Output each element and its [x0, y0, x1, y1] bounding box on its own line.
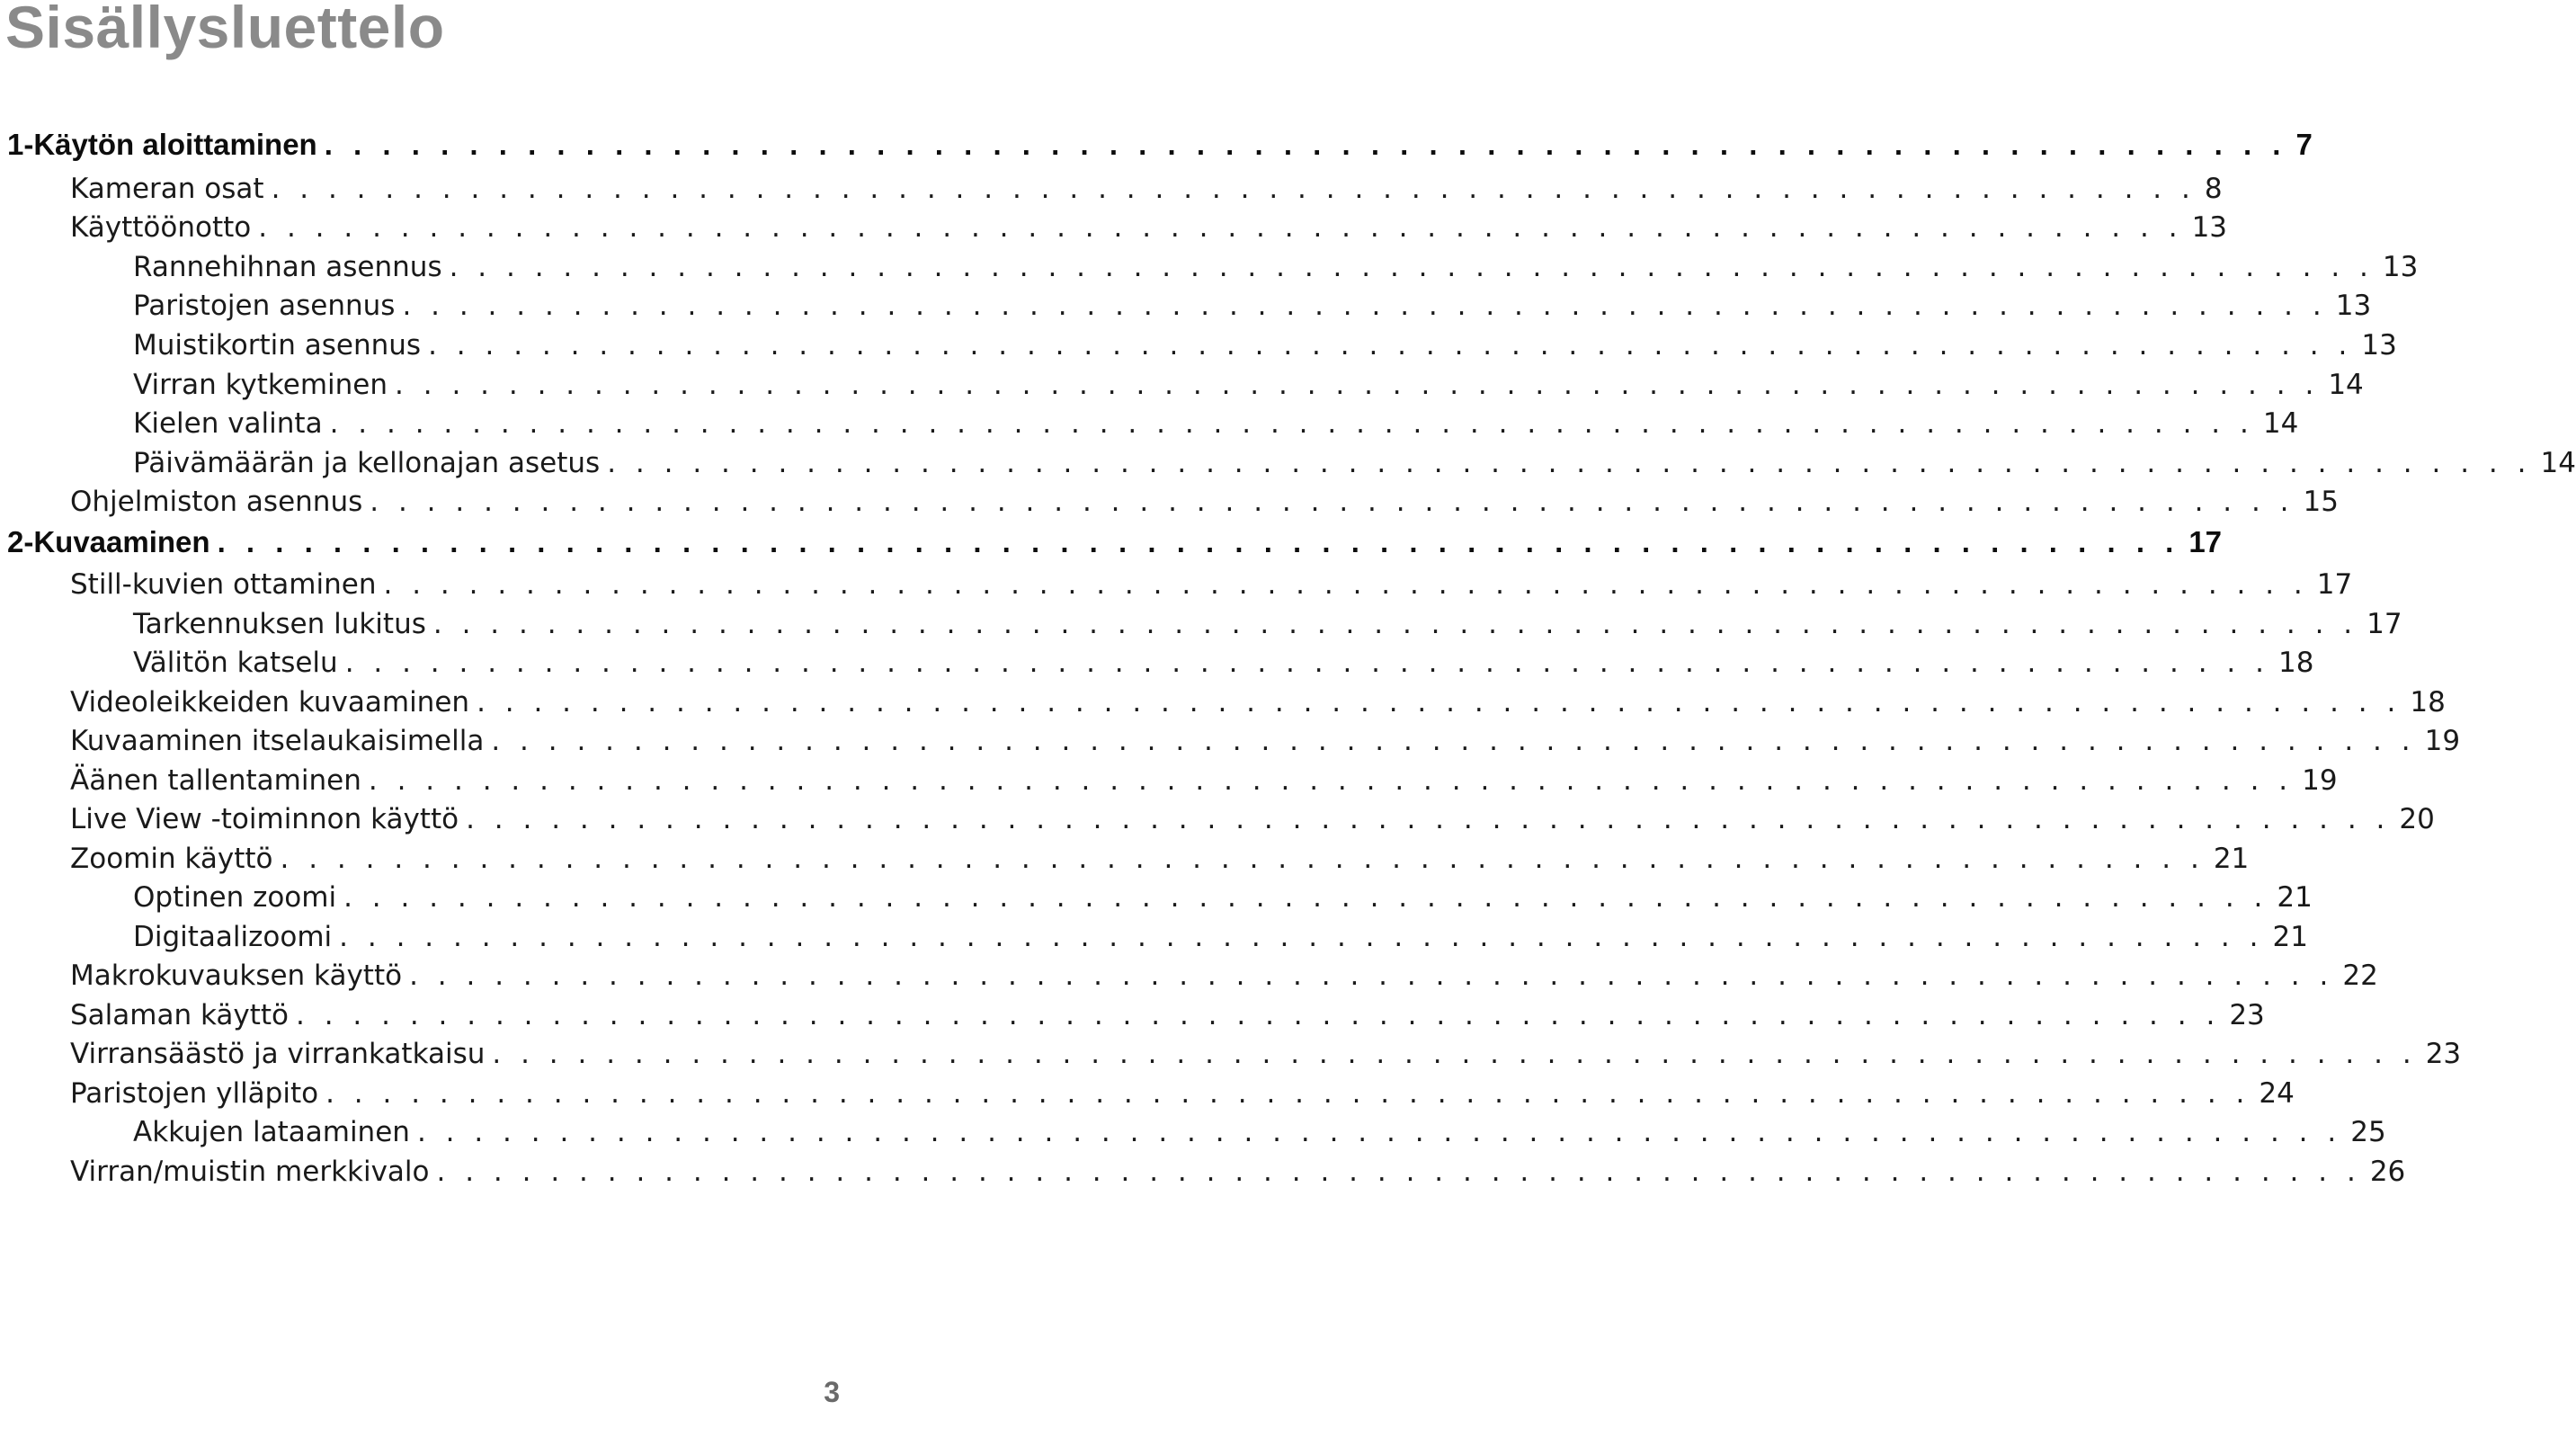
dot-leader: . . . . . . . . . . . . . . . . . . . . . . . . . . . . . . . . . . . . . . . . . . . . . . . . . . . . . . . . . . . . . . . . . . . . [432, 608, 2358, 640]
toc-page-number: 21 [2268, 881, 2312, 914]
dot-leader: . . . . . . . . . . . . . . . . . . . . . . . . . . . . . . . . . . . . . . . . . . . . . . . . . . . . . . . . . . . . . . . . . . . . [428, 329, 2353, 362]
toc-subentry[interactable] [133, 921, 2308, 953]
dot-leader: . . . . . . . . . . . . . . . . . . . . . . . . . . . . . . . . . . . . . . . . . . . . . . . . . . . . . . . . . . . . . . . . . . . . [329, 407, 2254, 440]
toc-page-number: 13 [2327, 290, 2371, 322]
toc-subentry[interactable] [133, 1116, 2386, 1148]
toc-page-number: 17 [2179, 525, 2222, 559]
toc-entry-label: Kameran osat [70, 173, 272, 205]
toc-entry[interactable] [70, 1156, 2406, 1188]
dot-leader: . . . . . . . . . . . . . . . . . . . . . . . . . . . . . . . . . . . . . . . . . . . . . . . . . . . . . . . . . . . . . . . . . . . . [324, 128, 2287, 161]
dot-leader: . . . . . . . . . . . . . . . . . . . . . . . . . . . . . . . . . . . . . . . . . . . . . . . . . . . . . . . . . . . . . . . . . . . . [409, 960, 2334, 992]
toc-page-number: 21 [2205, 843, 2249, 875]
toc-entry[interactable] [70, 1077, 2295, 1110]
toc-chapter[interactable] [7, 128, 2313, 162]
toc-entry-label: Virran kytkeminen [133, 369, 395, 401]
dot-leader: . . . . . . . . . . . . . . . . . . . . . . . . . . . . . . . . . . . . . . . . . . . . . . . . . . . . . . . . . . . . . . . . . . . . [416, 1116, 2342, 1148]
dot-leader: . . . . . . . . . . . . . . . . . . . . . . . . . . . . . . . . . . . . . . . . . . . . . . . . . . . . . . . . . . . . . . . . . . . . [258, 211, 2183, 244]
toc-page-number: 13 [2374, 251, 2418, 283]
toc-chapter[interactable] [7, 525, 2223, 559]
toc-entry-label: Tarkennuksen lukitus [133, 608, 433, 640]
toc-page-number: 7 [2286, 128, 2312, 162]
dot-leader: . . . . . . . . . . . . . . . . . . . . . . . . . . . . . . . . . . . . . . . . . . . . . . . . . . . . . . . . . . . . . . . . . . . . [368, 764, 2294, 797]
toc-entry-label: Virransäästö ja virrankatkaisu [70, 1038, 492, 1070]
dot-leader: . . . . . . . . . . . . . . . . . . . . . . . . . . . . . . . . . . . . . . . . . . . . . . . . . . . . . . . . . . . . . . . . . . . . [491, 725, 2416, 757]
toc-entry-label: Muistikortin asennus [133, 329, 428, 362]
toc-entry[interactable] [70, 960, 2378, 992]
dot-leader: . . . . . . . . . . . . . . . . . . . . . . . . . . . . . . . . . . . . . . . . . . . . . . . . . . . . . . . . . . . . . . . . . . . . [607, 447, 2532, 479]
toc-entry-label: Optinen zoomi [133, 881, 343, 914]
toc-entry-label: Kielen valinta [133, 407, 330, 440]
toc-entry-label: Ohjelmiston asennus [70, 486, 370, 518]
toc-entry-label: Makrokuvauksen käyttö [70, 960, 409, 992]
toc-subentry[interactable] [133, 447, 2576, 479]
toc-entry[interactable] [70, 211, 2228, 244]
toc-entry-label: Digitaalizoomi [133, 921, 339, 953]
toc-entry-label: Päivämäärän ja kellonajan asetus [133, 447, 607, 479]
toc-entry[interactable] [70, 568, 2353, 601]
toc-page-number: 18 [2269, 647, 2313, 679]
dot-leader: . . . . . . . . . . . . . . . . . . . . . . . . . . . . . . . . . . . . . . . . . . . . . . . . . . . . . . . . . . . . . . . . . . . . [339, 921, 2264, 953]
toc-page-number: 25 [2341, 1116, 2385, 1148]
toc-entry-label: 2-Kuvaaminen [7, 525, 218, 559]
toc-subentry[interactable] [133, 251, 2419, 283]
dot-leader: . . . . . . . . . . . . . . . . . . . . . . . . . . . . . . . . . . . . . . . . . . . . . . . . . . . . . . . . . . . . . . . . . . . . [325, 1077, 2251, 1110]
toc-entry[interactable] [70, 803, 2435, 835]
toc-entry-label: Videoleikkeiden kuvaaminen [70, 686, 477, 719]
dot-leader: . . . . . . . . . . . . . . . . . . . . . . . . . . . . . . . . . . . . . . . . . . . . . . . . . . . . . . . . . . . . . . . . . . . . [492, 1038, 2417, 1070]
dot-leader: . . . . . . . . . . . . . . . . . . . . . . . . . . . . . . . . . . . . . . . . . . . . . . . . . . . . . . . . . . . . . . . . . . . . [271, 173, 2196, 205]
toc-page-number: 13 [2352, 329, 2396, 362]
toc-page-number: 14 [2532, 447, 2576, 479]
toc-page-number: 17 [2308, 568, 2352, 601]
toc-page-number: 13 [2183, 211, 2227, 244]
toc-page-number: 26 [2361, 1156, 2405, 1188]
toc-page-number: 17 [2358, 608, 2402, 640]
toc-subentry[interactable] [133, 608, 2402, 640]
dot-leader: . . . . . . . . . . . . . . . . . . . . . . . . . . . . . . . . . . . . . . . . . . . . . . . . . . . . . . . . . . . . . . . . . . . . [466, 803, 2391, 835]
toc-page-number: 14 [2319, 369, 2363, 401]
toc-entry-label: Virran/muistin merkkivalo [70, 1156, 437, 1188]
toc-entry-label: Akkujen lataaminen [133, 1116, 417, 1148]
toc-entry[interactable] [70, 843, 2250, 875]
toc-page-number: 19 [2293, 764, 2337, 797]
dot-leader: . . . . . . . . . . . . . . . . . . . . . . . . . . . . . . . . . . . . . . . . . . . . . . . . . . . . . . . . . . . . . . . . . . . . [449, 251, 2374, 283]
dot-leader: . . . . . . . . . . . . . . . . . . . . . . . . . . . . . . . . . . . . . . . . . . . . . . . . . . . . . . . . . . . . . . . . . . . . [344, 647, 2269, 679]
page-number: 3 [824, 1376, 840, 1408]
toc-page-number: 18 [2401, 686, 2445, 719]
toc-entry-label: Salaman käyttö [70, 999, 296, 1031]
toc-entry[interactable] [70, 1038, 2462, 1070]
toc-entry[interactable] [70, 764, 2338, 797]
dot-leader: . . . . . . . . . . . . . . . . . . . . . . . . . . . . . . . . . . . . . . . . . . . . . . . . . . . . . . . . . . . . . . . . . . . . [436, 1156, 2361, 1188]
dot-leader: . . . . . . . . . . . . . . . . . . . . . . . . . . . . . . . . . . . . . . . . . . . . . . . . . . . . . . . . . . . . . . . . . . . . [395, 369, 2320, 401]
toc-page-number: 22 [2333, 960, 2377, 992]
toc-page-number: 8 [2196, 173, 2223, 205]
dot-leader: . . . . . . . . . . . . . . . . . . . . . . . . . . . . . . . . . . . . . . . . . . . . . . . . . . . . . . . . . . . . . . . . . . . . [383, 568, 2308, 601]
toc-page-number: 23 [2417, 1038, 2461, 1070]
dot-leader: . . . . . . . . . . . . . . . . . . . . . . . . . . . . . . . . . . . . . . . . . . . . . . . . . . . . . . . . . . . . . . . . . . . . [296, 999, 2221, 1031]
page-title: Sisällysluettelo [5, 0, 445, 60]
toc-entry[interactable] [70, 999, 2265, 1031]
toc-page-number: 23 [2220, 999, 2264, 1031]
toc-entry-label: Paristojen ylläpito [70, 1077, 325, 1110]
toc-entry-label: Still-kuvien ottaminen [70, 568, 384, 601]
toc-page-number: 19 [2416, 725, 2460, 757]
dot-leader: . . . . . . . . . . . . . . . . . . . . . . . . . . . . . . . . . . . . . . . . . . . . . . . . . . . . . . . . . . . . . . . . . . . . [370, 486, 2295, 518]
toc-subentry[interactable] [133, 647, 2314, 679]
dot-leader: . . . . . . . . . . . . . . . . . . . . . . . . . . . . . . . . . . . . . . . . . . . . . . . . . . . . . . . . . . . . . . . . . . . . [280, 843, 2205, 875]
toc-page-number: 24 [2250, 1077, 2294, 1110]
toc-entry-label: Käyttöönotto [70, 211, 258, 244]
toc-entry-label: Kuvaaminen itselaukaisimella [70, 725, 491, 757]
dot-leader: . . . . . . . . . . . . . . . . . . . . . . . . . . . . . . . . . . . . . . . . . . . . . . . . . . . . . . . . . . . . . . . . . . . . [402, 290, 2327, 322]
toc-entry-label: Paristojen asennus [133, 290, 402, 322]
toc-entry[interactable] [70, 173, 2223, 205]
toc-page-number: 15 [2295, 486, 2339, 518]
toc-entry[interactable] [70, 725, 2461, 757]
toc-subentry[interactable] [133, 881, 2313, 914]
toc-subentry[interactable] [133, 329, 2397, 362]
toc-subentry[interactable] [133, 407, 2299, 440]
toc-entry-label: Zoomin käyttö [70, 843, 281, 875]
dot-leader: . . . . . . . . . . . . . . . . . . . . . . . . . . . . . . . . . . . . . . . . . . . . . . . . . . . . . . . . . . . . . . . . . . . . [217, 525, 2180, 558]
dot-leader: . . . . . . . . . . . . . . . . . . . . . . . . . . . . . . . . . . . . . . . . . . . . . . . . . . . . . . . . . . . . . . . . . . . . [477, 686, 2402, 719]
toc-entry-label: Rannehihnan asennus [133, 251, 450, 283]
dot-leader: . . . . . . . . . . . . . . . . . . . . . . . . . . . . . . . . . . . . . . . . . . . . . . . . . . . . . . . . . . . . . . . . . . . . [343, 881, 2268, 914]
toc-entry[interactable] [70, 486, 2339, 518]
toc-entry-label: Äänen tallentaminen [70, 764, 369, 797]
toc-subentry[interactable] [133, 290, 2372, 322]
toc-entry-label: Live View -toiminnon käyttö [70, 803, 466, 835]
toc-entry[interactable] [70, 686, 2446, 719]
toc-page-number: 20 [2390, 803, 2434, 835]
toc-entry-label: 1-Käytön aloittaminen [7, 128, 325, 162]
toc-page-number: 21 [2263, 921, 2307, 953]
toc-page-number: 14 [2254, 407, 2298, 440]
toc-subentry[interactable] [133, 369, 2364, 401]
toc-entry-label: Välitön katselu [133, 647, 345, 679]
